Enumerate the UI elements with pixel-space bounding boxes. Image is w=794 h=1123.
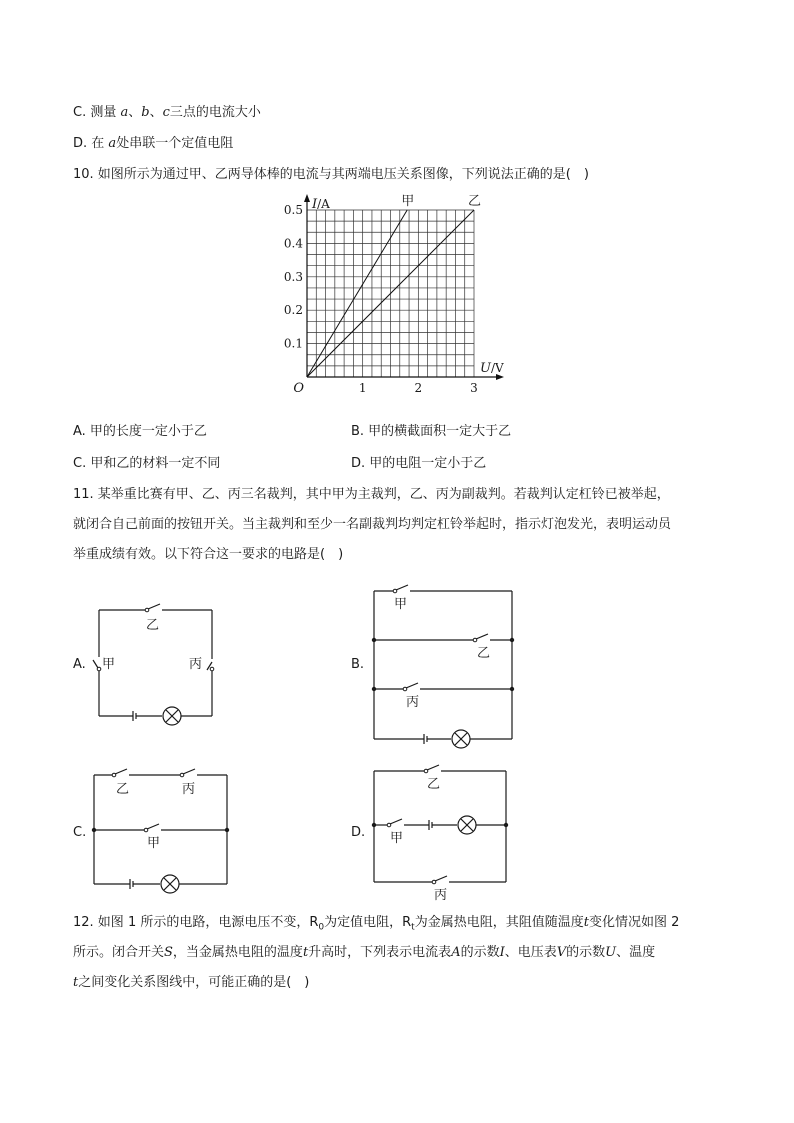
var-voltmeter: V — [556, 945, 567, 960]
switch-label-yi: 乙 — [146, 618, 160, 633]
q11-stem-line2: 就闭合自己前面的按钮开关。当主裁判和至少一名副裁判均判定杠铃举起时，指示灯泡发光，表明运动员 — [73, 517, 672, 532]
subscript-0: 0 — [318, 922, 325, 933]
series-label-0: 甲 — [401, 194, 415, 209]
switch-label-jia: 甲 — [147, 836, 161, 851]
var-i: I — [499, 945, 505, 960]
separator: 、 — [128, 105, 142, 120]
q12-text: 、电压表 — [504, 945, 557, 960]
var-t: t — [583, 915, 589, 930]
var-u: U — [605, 945, 617, 960]
series-label-1: 乙 — [468, 194, 482, 209]
y-tick-label: 0.3 — [283, 269, 303, 284]
q11-option-d-label[interactable]: D. — [351, 825, 366, 840]
q12-stem-line3 — [73, 974, 309, 992]
q12-text: 升高时，下列表示电流表 — [308, 945, 452, 960]
var-t: t — [302, 945, 309, 960]
q10-stem: 10. 如图所示为通过甲、乙两导体棒的电流与其两端电压关系图像，下列说法正确的是( ) — [73, 167, 589, 182]
q12-stem-line2 — [73, 944, 655, 962]
q11-stem-line3: 举重成绩有效。以下符合这一要求的电路是( ) — [73, 547, 344, 562]
switch-label-yi: 乙 — [477, 646, 491, 661]
q12-text: 为定值电阻，R — [324, 915, 412, 930]
y-tick-label: 0.1 — [283, 336, 303, 351]
q12-text: 的示数 — [566, 945, 606, 960]
y-tick-label: 0.5 — [283, 203, 303, 217]
y-tick-label: 0.4 — [283, 236, 303, 251]
q11-option-c-label[interactable]: C. — [73, 825, 87, 840]
q10-option-b[interactable]: B. 甲的横截面积一定大于乙 — [351, 424, 512, 439]
q9-option-d-text: D. 在 — [73, 136, 105, 151]
switch-label-bing: 丙 — [189, 657, 203, 672]
x-tick-label: 1 — [358, 381, 367, 395]
q11-stem-line1: 11. 某举重比赛有甲、乙、丙三名裁判，其中甲为主裁判，乙、丙为副裁判。若裁判认定杠铃已被举起， — [73, 487, 670, 502]
q11-option-b-label[interactable]: B. — [351, 657, 365, 672]
q12-stem-line1 — [73, 914, 679, 937]
switch-label-bing: 丙 — [182, 782, 196, 797]
separator: 、 — [149, 105, 163, 120]
subscript-t: t — [411, 922, 415, 933]
q10-option-d[interactable]: D. 甲的电阻一定小于乙 — [351, 456, 487, 471]
point-c-label: c — [162, 105, 170, 120]
point-a-label: a — [120, 105, 129, 120]
var-t: t — [73, 975, 79, 990]
switch-label-yi: 乙 — [427, 777, 441, 792]
x-axis-label: U/V — [480, 361, 504, 376]
x-tick-label: 3 — [470, 381, 478, 395]
q10-option-a[interactable]: A. 甲的长度一定小于乙 — [73, 424, 207, 439]
q12-text: 所示。闭合开关 — [73, 945, 165, 960]
q12-text: 之间变化关系图线中，可能正确的是( ) — [78, 975, 310, 990]
origin-label: O — [293, 381, 304, 396]
q12-text: 的示数 — [460, 945, 500, 960]
switch-label-yi: 乙 — [116, 782, 130, 797]
x-tick-label: 2 — [414, 381, 423, 395]
var-s: S — [164, 945, 173, 960]
switch-label-jia: 甲 — [390, 831, 404, 846]
q12-text: 、温度 — [616, 945, 656, 960]
point-b-label: b — [141, 105, 150, 120]
point-a-label: a — [108, 136, 117, 151]
q9-option-d-tail: 处串联一个定值电阻 — [116, 136, 234, 151]
q10-option-c[interactable]: C. 甲和乙的材料一定不同 — [73, 456, 221, 471]
var-ammeter: A — [451, 945, 461, 960]
q12-text: 12. 如图 1 所示的电路，电源电压不变，R — [73, 915, 319, 930]
q11-option-a-label[interactable]: A. — [73, 657, 86, 672]
y-axis-label: I/A — [312, 197, 330, 212]
switch-label-jia: 甲 — [394, 597, 408, 612]
y-tick-label: 0.2 — [283, 303, 303, 318]
switch-label-bing: 丙 — [434, 888, 448, 903]
q9-option-c-tail: 三点的电流大小 — [169, 105, 261, 120]
q12-text: 为金属热电阻，其阻值随温度 — [414, 915, 584, 930]
q12-text: 变化情况如图 2 — [588, 915, 680, 930]
q9-option-c-text: C. 测量 — [73, 105, 117, 120]
switch-label-jia: 甲 — [102, 657, 116, 672]
q12-text: ，当金属热电阻的温度 — [172, 945, 303, 960]
switch-label-bing: 丙 — [406, 695, 420, 710]
